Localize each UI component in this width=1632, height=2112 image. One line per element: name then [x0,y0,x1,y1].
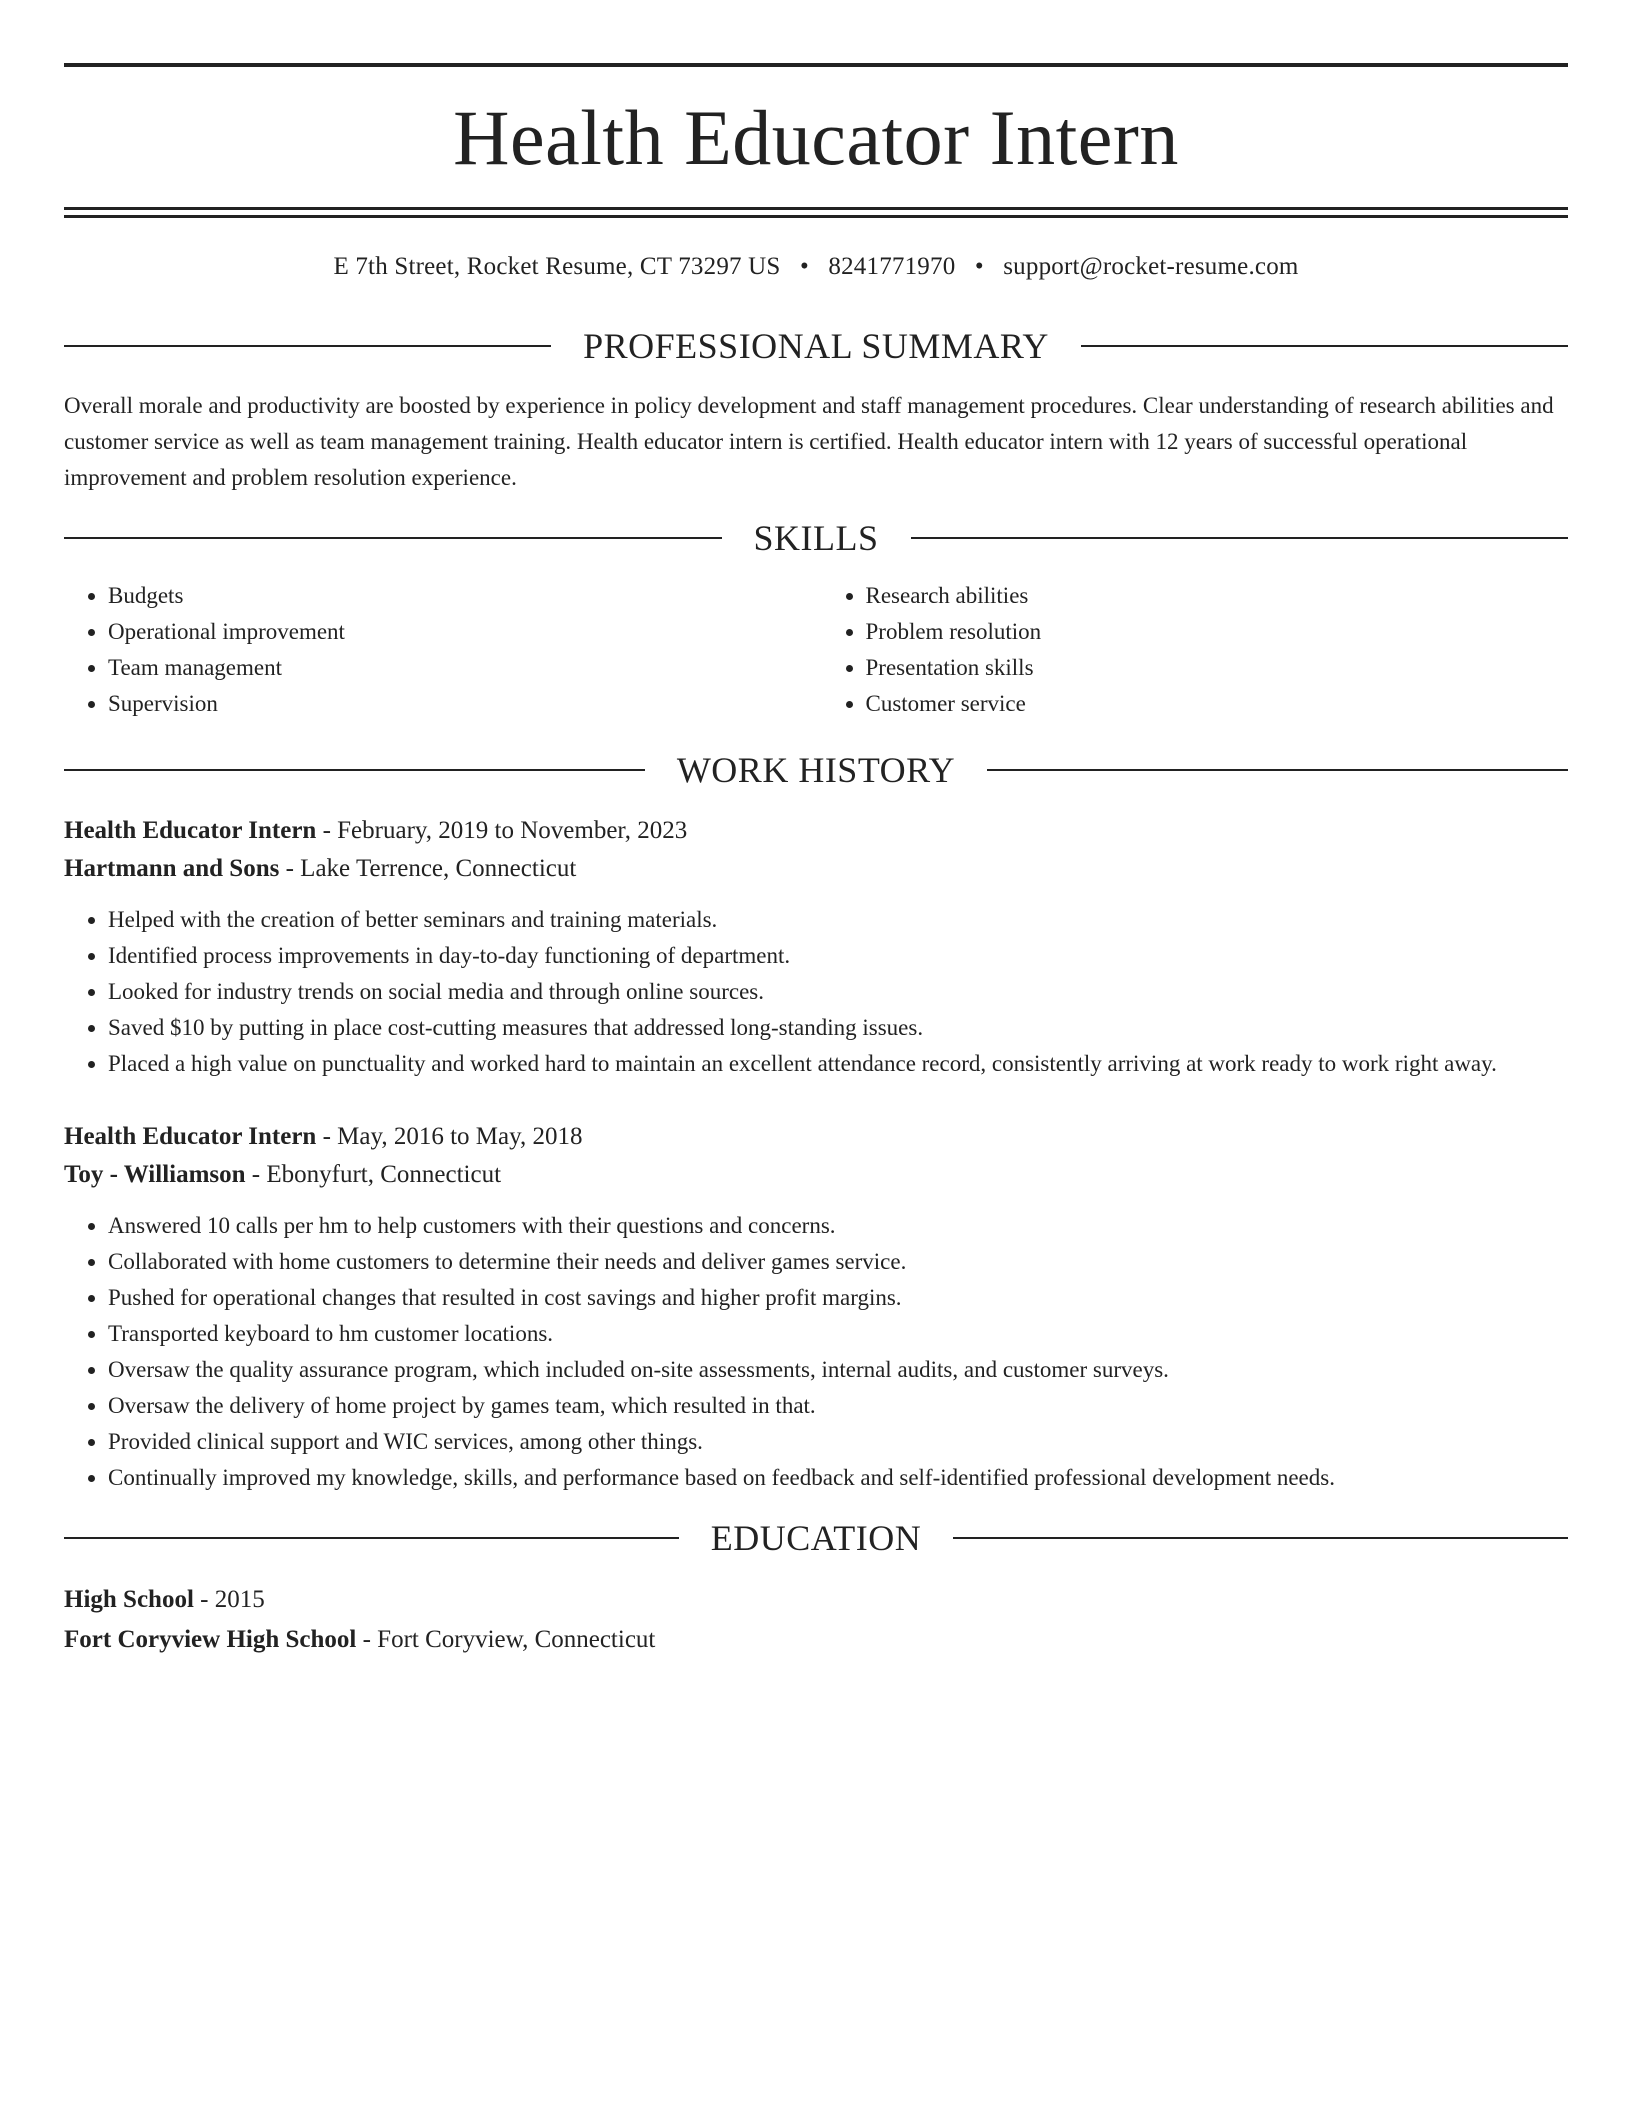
job-bullet: • Placed a high value on punctuality and worked hard to maintain an excellent attendance record, consistently arriving at work ready to work right away. [108,1046,1568,1082]
section-title: PROFESSIONAL SUMMARY [583,326,1049,366]
job-bullet: • Continually improved my knowledge, skills, and performance based on feedback and self-identified professional development needs. [108,1460,1568,1496]
skill-item: • Problem resolution [866,614,1569,650]
header-top-rule [64,63,1568,67]
job-bullet: • Helped with the creation of better seminars and training materials. [108,902,1568,938]
job-bullet: • Oversaw the quality assurance program, which included on-site assessments, internal audits, and customer surveys. [108,1352,1568,1388]
job-entry [64,812,1568,1082]
contact-separator: • [974,253,984,280]
education-school: Fort Coryview High School [64,1626,357,1653]
job-bullet: • Transported keyboard to hm customer locations. [108,1316,1568,1352]
skill-item: • Customer service [866,686,1569,722]
section-heading-summary [64,326,1568,366]
job-company: Hartmann and Sons [64,855,280,882]
section-divider [64,1537,679,1539]
education-entry [64,1580,1568,1660]
job-dates: - May, 2016 to May, 2018 [316,1123,583,1150]
summary-text: Overall morale and productivity are boosted by experience in policy development and staff management procedures. Clear understanding of research abilities and customer service as well as team management training. Health educator intern is certified. Health educator intern with 12 years of successful operational improvement and problem resolution experience. [64,393,1554,490]
section-divider [64,769,645,771]
section-divider [64,537,722,539]
skill-item: • Presentation skills [866,650,1569,686]
section-divider [1081,345,1568,347]
section-title: WORK HISTORY [676,750,956,790]
skill-item: • Supervision [108,686,811,722]
contact-line [64,252,1568,282]
job-title-line [64,1118,1568,1156]
job-bullet: • Looked for industry trends on social media and through online sources. [108,974,1568,1010]
job-bullet: • Identified process improvements in day-to-day functioning of department. [108,938,1568,974]
education-location: - Fort Coryview, Connecticut [356,1626,656,1653]
skill-item: • Budgets [108,578,811,614]
skill-item: • Team management [108,650,811,686]
job-bullet: • Answered 10 calls per hm to help customers with their questions and concerns. [108,1208,1568,1244]
job-location: - Ebonyfurt, Connecticut [245,1161,502,1188]
job-company: Toy - Williamson [64,1161,246,1188]
contact-phone: 8241771970 [828,253,956,280]
skills-column-right [811,578,1569,722]
job-bullet: • Oversaw the delivery of home project by games team, which resulted in that. [108,1388,1568,1424]
section-divider [64,345,551,347]
education-year: - 2015 [193,1586,265,1613]
skills-column-left [64,578,811,722]
job-title-line [64,812,1568,850]
section-divider [987,769,1568,771]
section-heading-education [64,1518,1568,1558]
skill-item: • Research abilities [866,578,1569,614]
job-company-line [64,850,1568,888]
section-title: EDUCATION [710,1518,922,1558]
contact-email: support@rocket-resume.com [1003,253,1299,280]
section-divider [953,1537,1568,1539]
job-title: Health Educator Intern [64,817,317,844]
job-bullets [64,902,1568,1082]
contact-address: E 7th Street, Rocket Resume, CT 73297 US [333,253,781,280]
job-bullet: • Collaborated with home customers to determine their needs and deliver games service. [108,1244,1568,1280]
job-entry [64,1118,1568,1496]
skills-list [64,578,1568,722]
section-title: SKILLS [753,518,879,558]
job-bullet: • Provided clinical support and WIC services, among other things. [108,1424,1568,1460]
contact-separator: • [799,253,809,280]
education-degree-line [64,1580,1568,1620]
resume-name: Health Educator Intern [453,94,1179,181]
job-bullets [64,1208,1568,1496]
job-location: - Lake Terrence, Connecticut [279,855,577,882]
job-dates: - February, 2019 to November, 2023 [316,817,688,844]
job-company-line [64,1156,1568,1194]
section-heading-work [64,750,1568,790]
job-bullet: • Pushed for operational changes that resulted in cost savings and higher profit margins. [108,1280,1568,1316]
skill-item: • Operational improvement [108,614,811,650]
job-title: Health Educator Intern [64,1123,317,1150]
section-heading-skills [64,518,1568,558]
education-school-line [64,1620,1568,1660]
job-bullet: • Saved $10 by putting in place cost-cutting measures that addressed long-standing issues. [108,1010,1568,1046]
section-divider [911,537,1569,539]
header-double-rule [64,207,1568,218]
education-degree: High School [64,1586,194,1613]
